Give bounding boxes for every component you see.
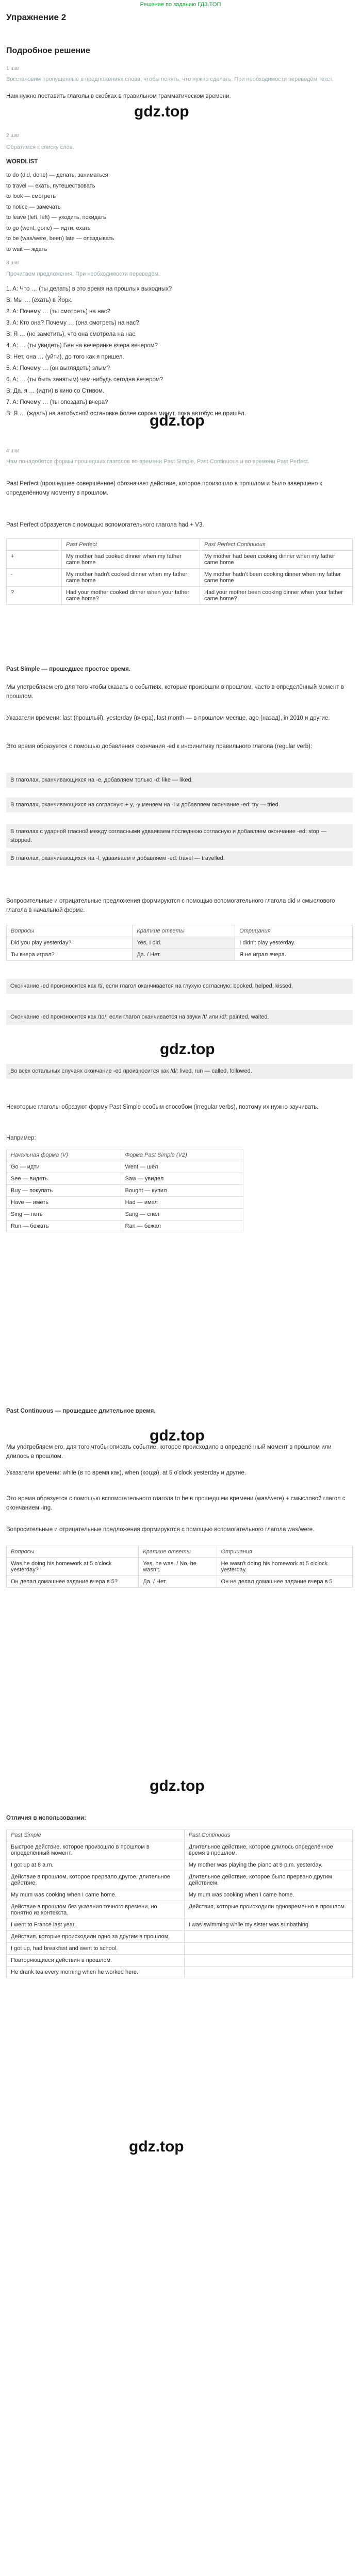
watermark: gdz.top <box>160 1041 215 1058</box>
table-header: Отрицания <box>235 925 353 937</box>
table-cell: I got up, had breakfast and went to school. <box>7 1943 185 1955</box>
table-cell: Yes, I did. <box>133 937 235 949</box>
word-item: to wait — ждать <box>6 246 47 252</box>
table-cell: Saw — увидел <box>121 1173 243 1185</box>
table-cell: See — видеть <box>7 1173 121 1185</box>
table-header: Past Perfect Continuous <box>200 539 353 551</box>
table-row <box>7 937 353 949</box>
table-cell: Действия, которые происходили одно за другим в прошлом. <box>7 1931 185 1943</box>
watermark: gdz.top <box>150 412 205 429</box>
table-cell: Ты вчера играл? <box>7 949 133 961</box>
sentence: B: Мы … (ехать) в Йорк. <box>6 297 73 303</box>
table-cell: Was he doing his homework at 5 o'clock yesterday? <box>7 1558 139 1576</box>
table-header: Past Continuous <box>184 1829 352 1841</box>
past-continuous-question-table <box>6 1546 353 1588</box>
rule-box: В глаголах, оканчивающихся на -e, добавляем только -d: like — liked. <box>6 773 353 788</box>
rule-box: В глаголах с ударной гласной между согласными удваиваем последнюю согласную и добавляем окончание -ed: stop — stopped. <box>6 824 353 848</box>
sentence: 6. A: … (ты быть занятым) чем-нибудь сегодня вечером? <box>6 377 163 383</box>
watermark: gdz.top <box>134 103 189 120</box>
table-cell: Buy — покупать <box>7 1185 121 1197</box>
rule-box: Окончание -ed произносится как /ɪd/, если глагол оканчивается на звуки /t/ или /d/: painted, waited. <box>6 1010 353 1025</box>
table-row <box>7 1209 243 1221</box>
table-row <box>7 1221 243 1232</box>
differences-title: Отличия в использовании: <box>6 1815 86 1821</box>
wordlist-title: WORDLIST <box>6 159 38 165</box>
table-row <box>7 1197 243 1209</box>
table-cell: Went — шёл <box>121 1161 243 1173</box>
table-row <box>7 569 353 587</box>
sentence: B: Да, я … (идти) в кино со Стивом. <box>6 388 105 394</box>
section-title: Подробное решение <box>6 46 90 55</box>
rule-box: Окончание -ed произносится как /t/, если глагол оканчивается на глухую согласную: booked, helped, kissed. <box>6 979 353 994</box>
past-continuous-markers: Указатели времени: while (в то время как), when (когда), at 5 o'clock yesterday и другие. <box>6 1470 247 1476</box>
word-item: to do (did, done) — делать, заниматься <box>6 172 108 178</box>
table-cell: Run — бежать <box>7 1221 121 1232</box>
table-cell: My mother hadn't been cooking dinner when my father came home <box>200 569 353 587</box>
table-cell: My mother hadn't cooked dinner when my father came home <box>62 569 200 587</box>
sentence: 2. A: Почему … (ты смотреть) на нас? <box>6 309 110 315</box>
table-row <box>7 551 353 569</box>
past-continuous-formation: Это время образуется с помощью вспомогательного глагола to be в прошедшем времени (was/were) + смысловой глагол с окончанием -ing. <box>6 1496 346 1511</box>
table-header: Отрицания <box>217 1546 352 1558</box>
sentence: 7. A: Почему … (ты опоздать) вчера? <box>6 399 108 405</box>
table-cell: - <box>7 569 62 587</box>
table-cell: My mother had cooked dinner when my father came home <box>62 551 200 569</box>
table-cell: Быстрое действие, которое произошло в прошлом в определённый момент. <box>7 1841 185 1859</box>
sentence: B: Я … (не заметить), что она смотрела на нас. <box>6 331 137 337</box>
table-cell: Had your mother cooked dinner when your father came home? <box>62 587 200 605</box>
table-row <box>7 1943 353 1955</box>
intro-text: Нам нужно поставить глаголы в скобках в правильном грамматическом времени. <box>6 93 231 99</box>
sentence: 1. A: Что … (ты делать) в это время на прошлых выходных? <box>6 286 172 292</box>
table-cell: Действия, которые происходили одновременно в прошлом. <box>184 1901 352 1919</box>
table-cell: My mum was cooking when I came home. <box>184 1889 352 1901</box>
table-row <box>7 1967 353 1978</box>
past-simple-questions: Вопросительные и отрицательные предложения формируются с помощью вспомогательного глагола did и смыслового глагола в начальной форме. <box>6 898 335 913</box>
table-row <box>7 1161 243 1173</box>
step-label: 2 шаг <box>6 133 20 139</box>
table-row <box>7 1931 353 1943</box>
table-header <box>7 539 62 551</box>
table-row <box>7 1955 353 1967</box>
table-cell: I got up at 8 a.m. <box>7 1859 185 1871</box>
past-perfect-formula: Past Perfect образуется с помощью вспомогательного глагола had + V3. <box>6 522 204 528</box>
top-link[interactable]: Решение по заданию ГДЗ.ТОП <box>140 2 221 8</box>
table-cell <box>184 1955 352 1967</box>
table-header: Past Perfect <box>62 539 200 551</box>
past-simple-title: Past Simple — прошедшее простое время. <box>6 666 131 672</box>
table-row <box>7 1871 353 1889</box>
table-row <box>7 1901 353 1919</box>
table-cell: Sing — петь <box>7 1209 121 1221</box>
irregular-verbs-table <box>6 1149 243 1232</box>
table-row <box>7 1889 353 1901</box>
table-header: Past Simple <box>7 1829 185 1841</box>
table-cell: Длительное действие, которое длилось определённое время в прошлом. <box>184 1841 352 1859</box>
table-cell: He drank tea every morning when he worked here. <box>7 1967 185 1978</box>
table-header: Краткие ответы <box>133 925 235 937</box>
table-cell: Ran — бежал <box>121 1221 243 1232</box>
table-cell: Повторяющиеся действия в прошлом. <box>7 1955 185 1967</box>
table-row <box>7 1859 353 1871</box>
table-cell: He wasn't doing his homework at 5 o'clock yesterday. <box>217 1558 352 1576</box>
page-title: Упражнение 2 <box>6 12 67 22</box>
word-item: to travel — ехать, путешествовать <box>6 182 95 189</box>
table-cell: Он не делал домашнее задание вчера в 5. <box>217 1576 352 1588</box>
watermark: gdz.top <box>150 1777 205 1794</box>
table-cell <box>184 1967 352 1978</box>
instruction: Восстановим пропущенные в предложениях слова, чтобы понять, что нужно сделать. При необходимости переведём текст. <box>6 76 334 82</box>
table-cell <box>184 1943 352 1955</box>
table-header: Вопросы <box>7 925 133 937</box>
table-row <box>7 1576 353 1588</box>
sentence: 5. A: Почему … (он выглядеть) злым? <box>6 365 110 371</box>
table-row <box>7 1185 243 1197</box>
step-label: 1 шаг <box>6 66 20 72</box>
example-label: Например: <box>6 1135 36 1141</box>
table-header: Начальная форма (V) <box>7 1149 121 1161</box>
instruction: Нам понадобятся формы прошедших глаголов во времени Past Simple, Past Continuous и во времени Past Perfect. <box>6 459 309 465</box>
table-row <box>7 1173 243 1185</box>
sentence: B: Нет, она … (уйти), до того как я пришел. <box>6 354 124 360</box>
word-item: to be (was/were, been) late — опаздывать <box>6 235 114 242</box>
table-cell: My mother was playing the piano at 9 p.m. yesterday. <box>184 1859 352 1871</box>
wordlist <box>6 170 353 255</box>
step-label: 3 шаг <box>6 260 20 266</box>
past-perfect-table <box>6 538 353 605</box>
differences-table <box>6 1829 353 1978</box>
irregular-text: Некоторые глаголы образуют форму Past Simple особым способом (irregular verbs), поэтому их нужно заучивать. <box>6 1104 319 1110</box>
past-simple-text: Мы употребляем его для того чтобы сказать о событиях, которые произошли в прошлом, часто в определённый момент в прошлом. <box>6 684 344 700</box>
instruction: Прочитаем предложения. При необходимости переведём. <box>6 271 160 277</box>
watermark: gdz.top <box>129 2138 184 2155</box>
table-cell: Sang — спел <box>121 1209 243 1221</box>
past-simple-question-table <box>6 925 353 961</box>
table-cell: I didn't play yesterday. <box>235 937 353 949</box>
past-perfect-text: Past Perfect (прошедшее совершённое) обозначает действие, которое произошло в прошлом и было завершено к определённому моменту в прошлом. <box>6 481 322 496</box>
word-item: to notice — замечать <box>6 204 61 210</box>
watermark: gdz.top <box>150 1427 205 1444</box>
table-cell: ? <box>7 587 62 605</box>
step-label: 4 шаг <box>6 448 20 454</box>
table-cell: Go — идти <box>7 1161 121 1173</box>
table-cell: Да. / Нет. <box>133 949 235 961</box>
table-row <box>7 1919 353 1931</box>
table-row <box>7 587 353 605</box>
table-header: Краткие ответы <box>139 1546 217 1558</box>
sentence: B: Я … (ждать) на автобусной остановке более сорока минут, пока автобус не пришёл. <box>6 411 246 417</box>
table-cell: Я не играл вчера. <box>235 949 353 961</box>
past-simple-markers: Указатели времени: last (прошлый), yesterday (вчера), last month — в прошлом месяце, ago (назад), in 2010 и другие. <box>6 715 330 721</box>
past-continuous-questions: Вопросительные и отрицательные предложения формируются с помощью вспомогательного глагола was/were. <box>6 1527 315 1533</box>
table-cell: My mum was cooking when I came home. <box>7 1889 185 1901</box>
sentence: 4. A: … (ты увидеть) Бен на вечеринке вчера вечером? <box>6 343 158 349</box>
table-cell: Действие в прошлом без указания точного времени, но понятно из контекста. <box>7 1901 185 1919</box>
past-continuous-title: Past Continuous — прошедшее длительное время. <box>6 1408 156 1414</box>
word-item: to leave (left, left) — уходить, покидать <box>6 214 106 221</box>
table-cell: Bought — купил <box>121 1185 243 1197</box>
table-cell: Да. / Нет. <box>139 1576 217 1588</box>
table-row <box>7 1558 353 1576</box>
word-item: to go (went, gone) — идти, ехать <box>6 225 91 231</box>
table-cell: I was swimming while my sister was sunbathing. <box>184 1919 352 1931</box>
table-row <box>7 949 353 961</box>
instruction: Обратимся к списку слов. <box>6 144 74 150</box>
sentence: 3. A: Кто она? Почему … (она смотреть) на нас? <box>6 320 139 326</box>
table-row <box>7 1841 353 1859</box>
table-cell: Had — имел <box>121 1197 243 1209</box>
table-cell: Have — иметь <box>7 1197 121 1209</box>
rule-box: В глаголах, оканчивающихся на согласную + y, -y меняем на -i и добавляем окончание -ed: try — tried. <box>6 798 353 812</box>
rule-box: В глаголах, оканчивающихся на -l, удваиваем и добавляем -ed: travel — travelled. <box>6 851 353 866</box>
table-cell: My mother had been cooking dinner when my father came home <box>200 551 353 569</box>
table-header: Форма Past Simple (V2) <box>121 1149 243 1161</box>
table-cell: Yes, he was. / No, he wasn't. <box>139 1558 217 1576</box>
table-cell: Длительное действие, которое было прервано другим действием. <box>184 1871 352 1889</box>
sentence-list <box>6 283 353 419</box>
rule-box: Во всех остальных случаях окончание -ed произносится как /d/: lived, run — called, followed. <box>6 1064 353 1079</box>
table-cell: I went to France last year. <box>7 1919 185 1931</box>
table-cell: Had your mother been cooking dinner when your father came home? <box>200 587 353 605</box>
table-cell: Он делал домашнее задание вчера в 5? <box>7 1576 139 1588</box>
table-header: Вопросы <box>7 1546 139 1558</box>
table-cell: Did you play yesterday? <box>7 937 133 949</box>
past-continuous-text: Мы употребляем его, для того чтобы описать событие, которое происходило в определённый момент в прошлом или длилось в прошлом. <box>6 1444 332 1460</box>
past-simple-formation: Это время образуется с помощью добавления окончания -ed к инфинитиву правильного глагола (regular verb): <box>6 743 313 750</box>
word-item: to look — смотреть <box>6 193 56 199</box>
table-cell: + <box>7 551 62 569</box>
table-cell <box>184 1931 352 1943</box>
table-cell: Действие в прошлом, которое прервало другое, длительное действие. <box>7 1871 185 1889</box>
